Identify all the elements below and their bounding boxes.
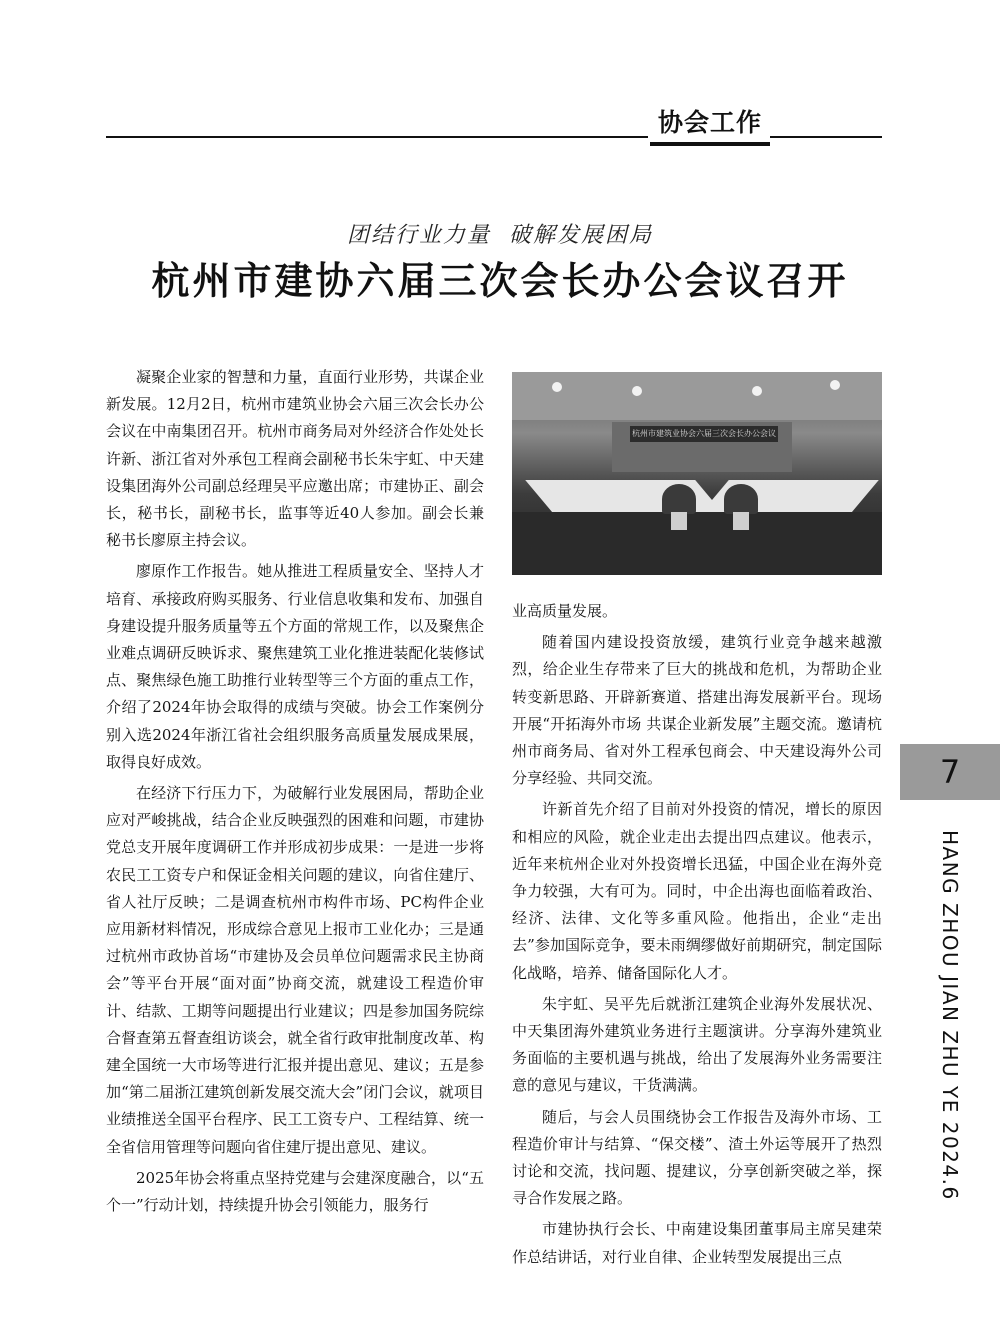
journal-name: HANG ZHOU JIAN ZHU YE 2024.6 [938, 830, 962, 1201]
plant-pot [671, 512, 687, 530]
meeting-photo [512, 372, 882, 575]
article-title: 杭州市建协六届三次会长办公会议召开 [151, 258, 849, 303]
ceiling-light [830, 380, 840, 390]
plant-pot [733, 512, 749, 530]
ceiling-light [752, 386, 762, 396]
header-rule-right [770, 136, 882, 138]
paragraph: 随着国内建设投资放缓，建筑行业竞争越来越激烈，给企业生存带来了巨大的挑战和危机，为帮助企业转变新思路、开辟新赛道、搭建出海发展新平台。现场开展“开拓海外市场 共谋企业新发展”主题交流。邀请杭州市商务局、省对外工程承包商会、中天建设海外公司分享经验、共同交流。 [512, 633, 882, 788]
meeting-banner: 杭州市建筑业协会六届三次会长办公会议 [630, 426, 778, 442]
photo-carpet [512, 512, 882, 575]
header-rule-left [106, 136, 648, 138]
ceiling-light [552, 382, 562, 392]
plant [724, 484, 758, 514]
paragraph: 在经济下行压力下，为破解行业发展困局，帮助企业应对严峻挑战，结合企业反映强烈的困难和问题，市建协党总支开展年度调研工作并形成初步成果：一是进一步将农民工工资专户和保证金相关问题的建议，向省住建厅、省人社厅反映；二是调查杭州市构件市场、PC构件企业应用新材料情况，形成综合意见上报市工业化办；三是通过杭州市政协首场“市建协及会员单位问题需求民主协商会”等平台开展“面对面”协商交流，就建设工程造价审计、结款、工期等问题提出行业建议；四是参加国务院综合督查第五督查组访谈会，就全省行政审批制度改革、构建全国统一大市场等进行汇报并提出意见、建议；五是参加“第二届浙江建筑创新发展交流大会”闭门会议，就项目业绩推送全国平台程序、民工工资专户、工程结算、统一全省信用管理等问题向省住建厅提出意见、建议。 [106, 784, 484, 1156]
paragraph: 朱宇虹、吴平先后就浙江建筑企业海外发展状况、中天集团海外建筑业务进行主题演讲。分享海外建筑业务面临的主要机遇与挑战，给出了发展海外业务需要注意的意见与建议，干货满满。 [512, 994, 882, 1095]
page-number: 7 [900, 744, 1000, 800]
article-subtitle: 团结行业力量 破解发展困局 [347, 223, 653, 248]
left-column [106, 364, 484, 1223]
photo-ceiling [512, 372, 882, 420]
paragraph: 随后，与会人员围绕协会工作报告及海外市场、工程造价审计与结算、“保交楼”、渣土外运等展开了热烈讨论和交流，找问题、提建议，分享创新突破之举，探寻合作发展之路。 [512, 1107, 882, 1208]
section-label: 协会工作 [650, 104, 770, 146]
paragraph: 2025年协会将重点坚持党建与会建深度融合，以“五个一”行动计划，持续提升协会引领能力，服务行 [106, 1168, 484, 1215]
ceiling-light [632, 386, 642, 396]
paragraph: 廖原作工作报告。她从推进工程质量安全、坚持人才培育、承接政府购买服务、行业信息收集和发布、加强自身建设提升服务质量等五个方面的常规工作，以及聚焦企业难点调研反映诉求、聚焦建筑工业化推进装配化装修试点、聚焦绿色施工助推行业转型等三个方面的重点工作，介绍了2024年协会取得的成绩与突破。协会工作案例分别入选2024年浙江省社会组织服务高质量发展成果展，取得良好成效。 [106, 562, 484, 771]
paragraph: 凝聚企业家的智慧和力量，直面行业形势，共谋企业新发展。12月2日，杭州市建筑业协会六届三次会长办公会议在中南集团召开。杭州市商务局对外经济合作处处长许新、浙江省对外承包工程商会副秘书长朱宇虹、中天建设集团海外公司副总经理吴平应邀出席；市建协正、副会长，秘书长，副秘书长，监事等近40人参加。副会长兼秘书长廖原主持会议。 [106, 368, 484, 550]
paragraph: 业高质量发展。 [512, 602, 618, 620]
paragraph: 许新首先介绍了目前对外投资的情况，增长的原因和相应的风险，就企业走出去提出四点建议。他表示，近年来杭州企业对外投资增长迅猛，中国企业在海外竞争力较强，大有可为。同时，中企出海也面临着政治、经济、法律、文化等多重风险。他指出，企业“走出去”参加国际竞争，要未雨绸缪做好前期研究，制定国际化战略，培养、储备国际化人才。 [512, 800, 882, 982]
right-column [512, 598, 882, 1275]
plant [662, 484, 696, 514]
paragraph: 市建协执行会长、中南建设集团董事局主席吴建荣作总结讲话，对行业自律、企业转型发展提出三点 [512, 1220, 882, 1266]
